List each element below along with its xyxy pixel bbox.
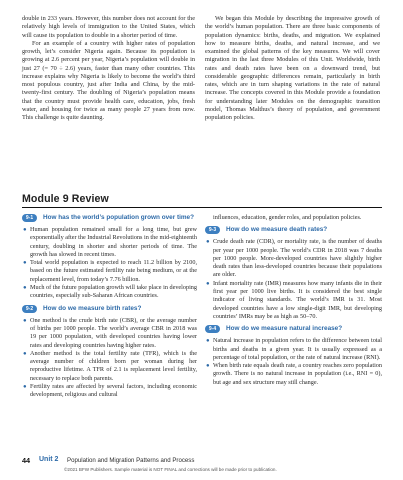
list-item: ● Total world population is expected to reach 11.2 billion by 2100, based on the future estimated fertility rate being medium, or at the replacement level, from today’s 7.76 billion. — [23, 259, 197, 283]
unit-label: Unit 2 — [39, 456, 59, 463]
lo-badge: 9-3 — [205, 226, 220, 234]
unit-title: Population and Migration Patterns and Process — [67, 456, 195, 464]
review-left-column — [22, 214, 197, 404]
review-right-column — [205, 214, 382, 391]
list-item: ● Much of the future population growth will take place in developing countries, especially sub-Saharan African countries. — [23, 284, 197, 300]
bullet-list — [205, 337, 382, 387]
bullet-icon: ● — [206, 239, 210, 246]
learning-objective-heading — [205, 325, 382, 334]
paragraph: For an example of a country with higher rates of population growth, let’s consider Nigeria again. Because its population is growing at 2.6 percent per year, Nigeria’s population will double in just 27 (= 70 ÷ 2.6) years, faster than many other countries. This increase explains why Nigeria is likely to become the world’s third most populous country, just after India and China, by the mid-twenty-first century. The doubling of Nigeria’s population means that the country must provide health care, education, jobs, fresh water, and housing for twice as many people 27 years from now. This challenge is quite daunting. — [22, 39, 195, 121]
bullet-icon: ● — [23, 384, 27, 391]
list-item: ● Crude death rate (CDR), or mortality rate, is the number of deaths per year per 1000 people. The world’s CDR in 2018 was 7 deaths per 1000 people. More-developed countries have slightly higher death rates than less-developed countries because their populations are older. — [206, 238, 382, 279]
module-review-title: Module 9 Review — [22, 193, 109, 205]
lo-title: How do we measure natural increase? — [226, 325, 343, 333]
bullet-icon: ● — [206, 363, 210, 370]
bullet-icon: ● — [23, 350, 27, 357]
list-item: ● Fertility rates are affected by several factors, including economic development, religious and cultural — [23, 383, 197, 399]
paragraph: We began this Module by describing the impressive growth of the world’s human population. There are three basic components of population dynamics: births, deaths, and migration. We explained how to measure births, deaths, and natural increase, and we examined the global patterns of the key measures. We will cover migration in the last three Modules of this Unit. Worldwide, birth rates and death rates have been on a downward trend, but considerable geographic differences remain, particularly in birth rates, which are in turn shaping variations in the rate of natural increase. The concepts covered in this Module provide a foundation for understanding later Modules on the demographic transition model, Thomas Malthus’s theory of population, and government population policies. — [205, 15, 380, 121]
learning-objective-heading — [22, 305, 197, 314]
bullet-icon: ● — [23, 317, 27, 324]
list-item: ● Another method is the total fertility rate (TFR), which is the average number of children born per woman during her reproductive lifetime. A TFR of 2.1 is replacement level fertility, necessary to replace both parents. — [23, 349, 197, 382]
list-item: ● When birth rate equals death rate, a country reaches zero population growth. There is no natural increase in population (i.e., RNI = 0), but age and sex structure may still change. — [206, 362, 382, 386]
list-item-continued: influences, education, gender roles, and population policies. — [213, 214, 362, 221]
bullet-icon: ● — [23, 260, 27, 267]
bullet-icon: ● — [206, 338, 210, 345]
bullet-list — [22, 317, 197, 400]
paragraph: double in 233 years. However, this number does not account for the relatively high levels of immigration to the United States, which will cause its population to double in a shorter period of time. — [22, 15, 195, 39]
lo-badge: 9-2 — [22, 305, 37, 313]
bullet-list — [205, 238, 382, 321]
list-item: ● Infant mortality rate (IMR) measures how many infants die in their first year per 1000 live births. It is considered the best single indicator of living standards. The world’s IMR is 31. Most developed countries have a low single-digit IMR, but developing countries’ IMRs may be as high as 50–70. — [206, 279, 382, 320]
lo-badge: 9-1 — [22, 214, 37, 222]
learning-objective-heading — [205, 226, 382, 235]
page-footer — [22, 456, 384, 476]
lo-badge: 9-4 — [205, 325, 220, 333]
bullet-list — [22, 226, 197, 301]
learning-objective-heading — [22, 214, 197, 223]
page-number: 44 — [22, 456, 31, 465]
bullet-icon: ● — [23, 285, 27, 292]
list-item: ● One method is the crude birth rate (CBR), or the average number of births per 1000 people. The world’s average CBR in 2018 was 19 per 1000 population, with developed countries having lower rates and developing countries having higher rates. — [23, 316, 197, 349]
copyright-notice: ©2021 BFW Publishers. Sample material is NOT FINAL and corrections will be made prior to publication. — [64, 467, 277, 472]
lo-title: How do we measure birth rates? — [43, 304, 142, 312]
lo-title: How do we measure death rates? — [226, 226, 328, 234]
list-item: ● Human population remained small for a long time, but grew exponentially after the Industrial Revolutions in the mid-eighteenth century, doubling in shorter and shorter periods of time. The growth has slowed in recent times. — [23, 226, 197, 258]
lo-title: How has the world’s population grown over time? — [43, 214, 195, 221]
title-divider — [22, 207, 382, 208]
bullet-icon: ● — [23, 227, 27, 233]
list-item: ● Natural increase in population refers to the difference between total births and deaths in a given year. It is usually expressed as a percentage of total population, or the rate of natural increase (RNI). — [206, 337, 382, 361]
intro-left-column — [22, 15, 195, 122]
bullet-continuation — [205, 214, 382, 222]
bullet-icon: ● — [206, 280, 210, 287]
intro-right-column — [205, 15, 380, 122]
